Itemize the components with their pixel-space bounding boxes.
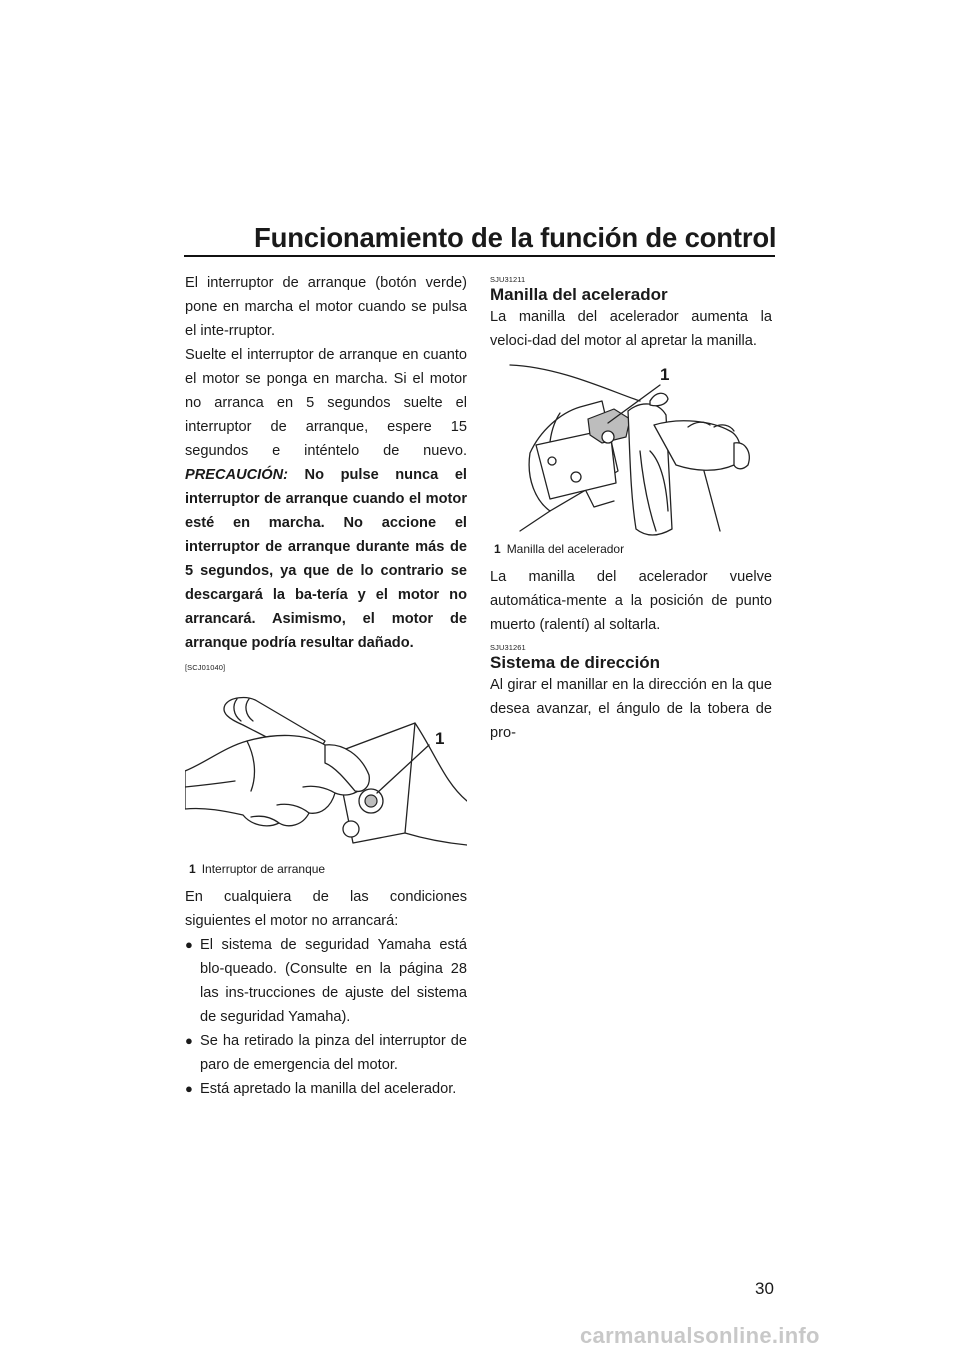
throttle-lever-illustration xyxy=(490,361,772,541)
page-number: 30 xyxy=(755,1279,774,1298)
bullet-icon: ● xyxy=(185,1033,193,1048)
page-title: Funcionamiento de la función de control xyxy=(254,222,777,253)
throttle-return-description: La manilla del acelerador vuelve automática-mente a la posición de punto muerto (ralentí) al soltarla. xyxy=(490,569,772,633)
watermark: carmanualsonline.info xyxy=(580,1323,820,1348)
figure2-callout: 1 xyxy=(660,365,670,384)
title-rule xyxy=(184,255,775,257)
steering-description: Al girar el manillar en la dirección en la que desea avanzar, el ángulo de la tobera de pro- xyxy=(490,677,772,741)
no-start-conditions-intro: En cualquiera de las condiciones siguientes el motor no arrancará: xyxy=(185,889,467,929)
start-switch-intro: El interruptor de arranque (botón verde) pone en marcha el motor cuando se pulsa el inte-rruptor. xyxy=(185,275,467,339)
section-title-throttle: Manilla del acelerador xyxy=(490,285,668,304)
figure2-caption-text: Manilla del acelerador xyxy=(506,542,625,556)
section-code-steering: SJU31261 xyxy=(490,643,526,652)
figure1-caption xyxy=(185,861,467,877)
bullet-icon: ● xyxy=(185,937,193,952)
caution-code: [SCJ01040] xyxy=(185,663,226,672)
figure2-caption xyxy=(490,541,772,557)
start-switch-instructions xyxy=(185,343,467,655)
left-column xyxy=(185,271,467,1101)
start-switch-instructions-text: Suelte el interruptor de arranque en cuanto el motor se ponga en marcha. Si el motor no arranca en 5 segundos suelte el interruptor de arranque, espere 15 segundos e inténtelo de nuevo. xyxy=(185,347,467,459)
list-item: ● Se ha retirado la pinza del interruptor de paro de emergencia del motor. xyxy=(185,1029,467,1077)
no-start-conditions-list xyxy=(185,933,467,1101)
list-item: ● Está apretado la manilla del acelerador. xyxy=(185,1077,467,1101)
caution-text: No pulse nunca el interruptor de arranque cuando el motor esté en marcha. No accione el interruptor de arranque durante más de 5 segundos, ya que de lo contrario se descargará la ba-tería y el motor no arrancará. Asimismo, el motor de arranque podría resultar dañado. xyxy=(185,467,467,651)
figure1-caption-text: Interruptor de arranque xyxy=(201,862,326,876)
caution-label: PRECAUCIÓN: xyxy=(185,467,288,483)
figure2-caption-number: 1 xyxy=(494,542,501,556)
start-switch-illustration xyxy=(185,683,467,861)
list-item: ● El sistema de seguridad Yamaha está blo-queado. (Consulte en la página 28 las ins-trucciones de ajuste del sistema de seguridad Yamaha). xyxy=(185,933,467,1029)
figure1-callout: 1 xyxy=(435,729,445,748)
bullet-icon: ● xyxy=(185,1081,193,1096)
figure1-caption-number: 1 xyxy=(189,862,196,876)
section-code-throttle: SJU31211 xyxy=(490,275,526,284)
throttle-description: La manilla del acelerador aumenta la veloci-dad del motor al apretar la manilla. xyxy=(490,309,772,349)
section-title-steering: Sistema de dirección xyxy=(490,653,661,672)
figure-start-switch xyxy=(185,683,467,861)
right-column xyxy=(490,271,772,745)
figure-throttle-lever xyxy=(490,361,772,541)
